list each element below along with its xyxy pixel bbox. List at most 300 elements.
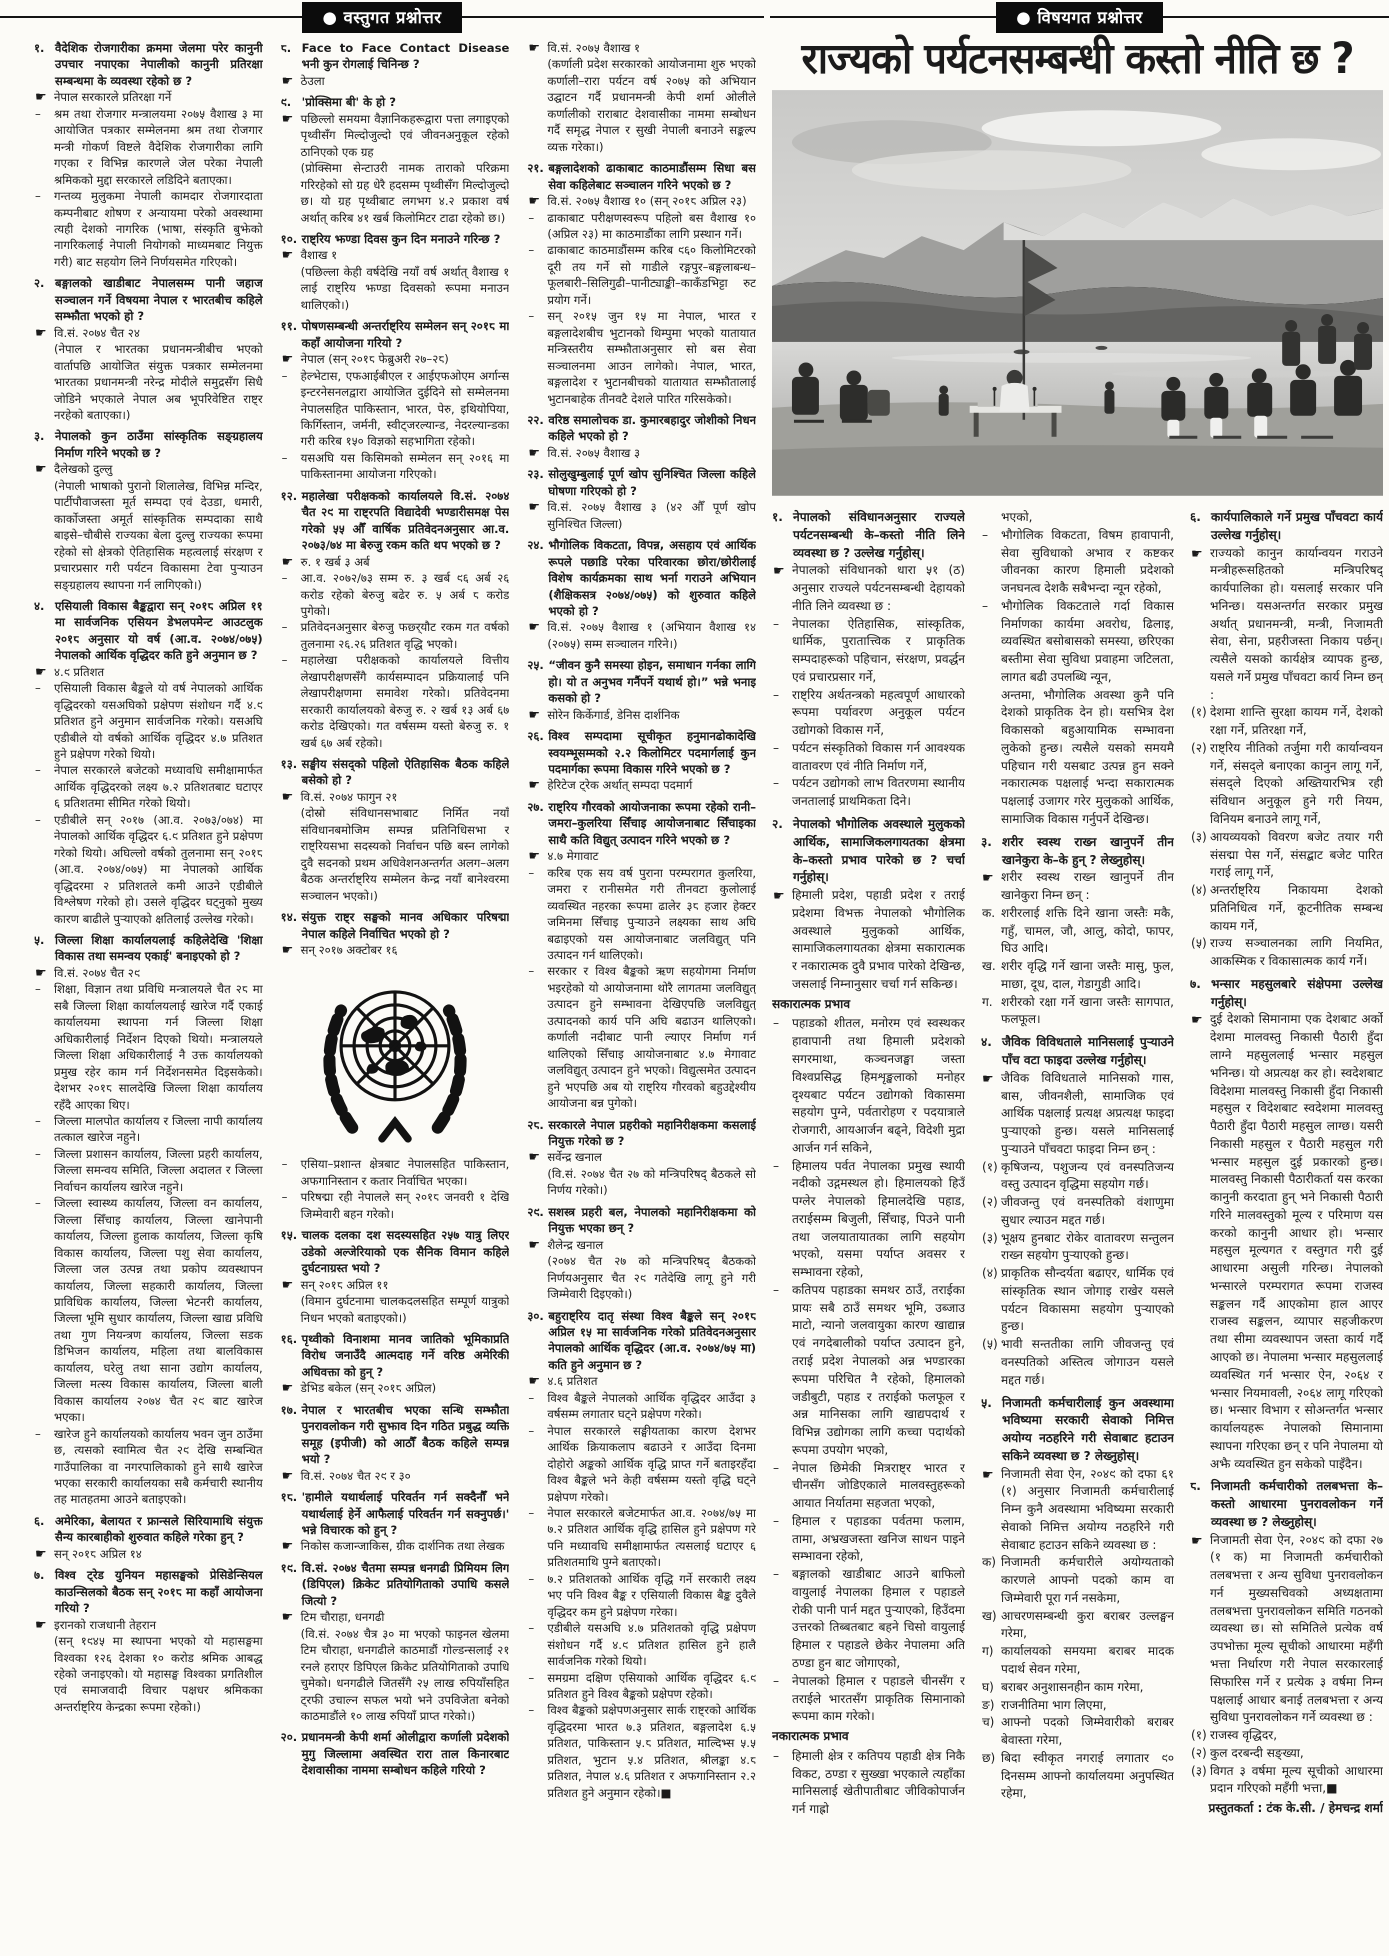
question-number: २६. bbox=[527, 729, 544, 744]
lettered-item bbox=[981, 994, 1174, 1030]
answer-line bbox=[281, 247, 510, 263]
question-text: जिल्ला शिक्षा कार्यालयलाई कहिलेदेखि 'शिक्षा विकास तथा समन्वय एकाई' बनाइएको हो ? bbox=[55, 933, 263, 964]
part-text: कतिपय पहाडका समथर ठाउँ, तराईका प्रायः सबै ठाउँ समथर भूमि, उब्जाउ माटो, न्यानो जलवायुका कारण खाद्यान्न एवं नगदेबालीको पर्याप्त उत्पादन हुने, तराई प्रदेश नेपालको अन्न भण्डारका रूपमा परिचित नै रहेको, हिमालको जडीबुटी, पहाड र तराईको फलफूल र अन्न मानिसका लागि खाद्यपदार्थ र विभिन्न उद्योगका लागि कच्चा पदार्थको रूपमा उपयोग भएको, bbox=[792, 1282, 965, 1457]
answer-line bbox=[281, 1609, 510, 1625]
bullet-item bbox=[527, 1702, 756, 1801]
question-number: ४. bbox=[981, 1035, 992, 1050]
question-text: 'प्रोक्सिमा बी' के हो ? bbox=[301, 95, 396, 110]
bullet-marker: – bbox=[528, 1390, 535, 1405]
bullet-item bbox=[981, 598, 1174, 687]
question bbox=[34, 1567, 263, 1616]
question-text: शरीर स्वस्थ राख्न खानुपर्ने तीन खानेकुरा के–के हुन् ? लेख्नुहोस्। bbox=[1002, 834, 1174, 867]
question-number: १४. bbox=[280, 910, 298, 925]
answer-pointer-icon: ☛ bbox=[1191, 1013, 1203, 1029]
part-text: नेपाल छिमेकी मित्रराष्ट्र भारत र चीनसँग जोडिएकाले मालवस्तुहरूको आयात निर्यातमा सहजता भएको, bbox=[792, 1460, 965, 1511]
united-nations-emblem-icon bbox=[302, 964, 488, 1150]
bullet-marker: (४) bbox=[982, 1266, 998, 1281]
bullet-marker: – bbox=[281, 1190, 288, 1205]
answer-line bbox=[527, 1149, 756, 1165]
question-number: ६. bbox=[1190, 510, 1201, 524]
question bbox=[34, 1513, 263, 1546]
part-text: नेपाल सरकारले बजेटमार्फत आ.व. २०७४/७५ मा ७.२ प्रतिशत आर्थिक वृद्धि हासिल हुने प्रक्षेपण गरे पनि मध्यावधि समीक्षामार्फत त्यसलाई घटाएर ६ प्रतिशतमाथि पुग्ने बताएको। bbox=[547, 1505, 757, 1570]
bullet-marker: – bbox=[528, 1505, 535, 1520]
part-text: शरीरको रक्षा गर्ने खाना जस्तैः सागपात, फलफूल। bbox=[1001, 994, 1174, 1027]
answer-line bbox=[527, 193, 756, 209]
bullet-marker: – bbox=[773, 687, 780, 702]
question-text: नेपालको कुन ठाउँमा सांस्कृतिक सङ्ग्रहालय निर्माण गरिने भएको छ ? bbox=[55, 429, 263, 460]
answer-line bbox=[1190, 1011, 1383, 1473]
bullet-item bbox=[34, 812, 263, 927]
part-text: बङ्गालको खाडीबाट आउने बाफिलो वायुलाई नेपालका हिमाल र पहाडले रोकी पानी पार्न मद्दत पुर्‍याएको, हिउँदमा उत्तरको तिब्बतबाट बहने चिसो वायुलाई हिमाल र पहाडले छेकेर नेपालमा अति ठण्डा हुन बाट जोगाएको, bbox=[792, 1567, 965, 1670]
right-columns bbox=[772, 509, 1383, 1939]
bullet-marker: (३) bbox=[1191, 829, 1207, 844]
qa-block bbox=[281, 94, 510, 226]
qa-block bbox=[527, 799, 756, 1112]
bullet-item bbox=[527, 963, 756, 1111]
question bbox=[981, 834, 1174, 870]
part-text: राजनीतिमा भाग लिएमा, bbox=[1001, 1697, 1107, 1712]
part-text: सन् २०१७ अक्टोबर १६ bbox=[300, 943, 398, 958]
bullet-marker: छ) bbox=[982, 1750, 996, 1765]
qa-block bbox=[772, 816, 965, 1819]
answer-line bbox=[34, 664, 263, 680]
answer-line bbox=[1190, 1532, 1383, 1727]
lettered-item bbox=[981, 1679, 1174, 1697]
part-text: भौगोलिक विकटता, विषम हावापानी, सेवा सुविधाको अभाव र कष्टकर जीवनका कारण हिमाली प्रदेशको जनघनत्व देशकै सबैभन्दा न्यून रहेको, bbox=[1001, 527, 1174, 596]
answer-pointer-icon: ☛ bbox=[982, 871, 994, 887]
lettered-item bbox=[981, 1554, 1174, 1607]
answer-line bbox=[281, 1277, 510, 1293]
question bbox=[281, 318, 510, 351]
part-text: यसअघि यस किसिमको सम्मेलन सन् २०१६ मा पाकिस्तानमा आयोजना गरिएको। bbox=[300, 450, 510, 482]
bullet-item bbox=[281, 652, 510, 751]
answer-pointer-icon: ☛ bbox=[1191, 546, 1203, 562]
bullet-item bbox=[772, 616, 965, 687]
question-text: पोषणसम्बन्धी अन्तर्राष्ट्रिय सम्मेलन सन् २०१८ मा कहाँ आयोजना गरियो ? bbox=[301, 319, 510, 350]
part-text: बराबर अनुशासनहीन काम गरेमा, bbox=[1001, 1679, 1144, 1694]
bullet-marker: – bbox=[35, 1426, 41, 1441]
part-text: दैलेखको दुल्लु bbox=[54, 462, 113, 477]
lettered-item bbox=[981, 1194, 1174, 1230]
part-text: (प्रोक्सिमा सेन्टाउरी नामक ताराको परिक्रमा गरिरहेको सो ग्रह धेरै हदसम्म पृथ्वीसँग मिल्दोजुल्दो छ। यो ग्रह पृथ्वीबाट लगभग ४.२ प्रकाश वर्ष अर्थात् करिब ४१ खर्ब किलोमिटर टाढा रहेको छ।) bbox=[300, 161, 510, 225]
part-text: सोरेन किर्केगार्ड, डेनिस दार्शनिक bbox=[547, 707, 680, 722]
bullet-marker: ग. bbox=[982, 994, 993, 1009]
question bbox=[527, 412, 756, 445]
question-text: चालक दलका दश सदस्यसहित २५७ यात्रु लिएर उडेको अल्जेरियाको एक सैनिक विमान कहिले दुर्घटनाग्रस्त भयो ? bbox=[301, 1228, 510, 1276]
bullet-marker: – bbox=[281, 450, 288, 465]
answer-pointer-icon: ☛ bbox=[35, 325, 47, 341]
bullet-marker: – bbox=[281, 620, 288, 635]
answer-line bbox=[527, 848, 756, 864]
question bbox=[281, 488, 510, 554]
answer-line bbox=[281, 554, 510, 570]
lettered-item bbox=[981, 1608, 1174, 1644]
part-text: जीवजन्तु एवं वनस्पतिको वंशाणुमा सुधार ल्याउन मद्दत गर्छ। bbox=[1001, 1195, 1174, 1227]
bullet-marker: – bbox=[35, 1114, 41, 1128]
bullet-marker: (३) bbox=[1191, 1763, 1207, 1778]
bullet-marker: – bbox=[982, 527, 989, 542]
question bbox=[34, 598, 263, 664]
question bbox=[981, 1034, 1174, 1070]
question-text: विश्व सम्पदामा सूचीकृत हनुमानढोकादेखि स्वयम्भूसम्मको २.२ किलोमिटर पदमार्गलाई कुन पदमार्गका रूपमा विकास गरिने भएको छ ? bbox=[548, 729, 757, 777]
question bbox=[281, 1560, 510, 1609]
part-text: कार्यालयको समयमा बराबर मादक पदार्थ सेवन गरेमा, bbox=[1001, 1644, 1174, 1676]
lettered-item bbox=[981, 1750, 1174, 1803]
bullet-marker: – bbox=[773, 616, 780, 631]
lettered-item bbox=[1190, 882, 1383, 935]
part-text: वि.सं. २०७४ चैत २४ bbox=[54, 325, 140, 340]
bullet-marker: – bbox=[982, 598, 989, 613]
qa-block bbox=[981, 1395, 1174, 1804]
question-text: Face to Face Contact Disease भनी कुन रोगलाई चिनिन्छ ? bbox=[301, 41, 510, 72]
question bbox=[772, 816, 965, 887]
question-text: नेपालको भौगोलिक अवस्थाले मुलुकको आर्थिक, सामाजिकलगायतका क्षेत्रमा के–कस्तो प्रभाव पारेको छ ? चर्चा गर्नुहोस्। bbox=[793, 817, 965, 885]
part-text: शरीर वृद्धि गर्ने खाना जस्तैः मासु, फुल, माछा, दूध, दाल, गेडागुडी आदि। bbox=[1001, 959, 1174, 991]
question bbox=[34, 275, 263, 324]
question bbox=[281, 1729, 510, 1778]
answer-line bbox=[981, 1070, 1174, 1159]
part-text: ४.७ मेगावाट bbox=[547, 849, 599, 864]
qa-block bbox=[281, 1402, 510, 1484]
question-number: १. bbox=[772, 510, 783, 524]
answer-line bbox=[34, 1617, 263, 1633]
bullet-marker: (४) bbox=[1191, 883, 1207, 898]
answer-line bbox=[527, 1237, 756, 1253]
question-number: ३. bbox=[981, 834, 992, 849]
question-text: भन्सार महसुलबारे संक्षेपमा उल्लेख गर्नुहोस्। bbox=[1211, 976, 1383, 1009]
lettered-item bbox=[981, 905, 1174, 958]
question-number: ५. bbox=[981, 1395, 992, 1410]
answer-line bbox=[527, 499, 756, 532]
answer-pointer-icon: ☛ bbox=[528, 1150, 540, 1166]
part-text: निजामती सेवा ऐन, २०४९ को दफा २७ (१ क) मा निजामती कर्मचारीको तलबभत्ता र अन्य सुविधा पुनरावलोकन गर्न मुख्यसचिवको अध्यक्षतामा तलबभत्ता पुनरावलोकन समिति गठनको व्यवस्था छ। सो समितिले प्रत्येक वर्ष उपभोक्ता मूल्य सूचीको आधारमा महँगी भत्ता निर्धारण गरी नेपाल सरकारलाई सिफारिस गर्ने र प्रत्येक ३ वर्षमा निम्न पक्षलाई आधार बनाई तलबभत्ता र अन्य सुविधा पुनरावलोकन गर्ने व्यवस्था छ : bbox=[1210, 1532, 1383, 1725]
part-text: शरीर स्वस्थ राख्न खानुपर्ने तीन खानेकुरा निम्न छन् : bbox=[1001, 870, 1174, 903]
bullet-marker: – bbox=[773, 1158, 780, 1173]
part-text: राष्ट्रिय नीतिको तर्जुमा गरी कार्यान्वयन गर्ने, संसद्ले बनाएका कानुन लागू गर्ने, संसद्ले दिएको अख्तियारभित्र रही संविधान अनुकूल हुने गरी नियम, विनियम बनाउने लागू गर्ने, bbox=[1210, 740, 1383, 827]
question-text: राष्ट्रिय गौरवको आयोजनाका रूपमा रहेको रानी–जमरा–कुलरिया सिँचाइ आयोजनाबाट सिँचाइका साथै कति विद्युत् उत्पादन गरिने भएको छ ? bbox=[548, 799, 757, 847]
answer-pointer-icon: ☛ bbox=[35, 1546, 47, 1562]
qa-block bbox=[527, 537, 756, 652]
bullet-marker: – bbox=[528, 865, 535, 880]
question bbox=[34, 40, 263, 89]
part-text: भूक्षय हुनबाट रोकेर वातावरण सन्तुलन राख्न सहयोग पुर्‍याएको हुन्छ। bbox=[1001, 1230, 1174, 1263]
question-number: ५. bbox=[34, 933, 45, 948]
part-text: वैशाख १ bbox=[300, 248, 338, 263]
answer-pointer-icon: ☛ bbox=[281, 1468, 294, 1484]
question-number: ३०. bbox=[527, 1308, 544, 1323]
question-text: सरकारले नेपाल प्रहरीको महानिरीक्षकमा कसलाई नियुक्त गरेको छ ? bbox=[548, 1117, 757, 1148]
bullet-item bbox=[281, 1189, 510, 1222]
bullet-marker: – bbox=[281, 571, 288, 586]
part-text: (वि.सं. २०७४ चैत्र ३० मा भएको फाइनल खेलमा टिम चौराहा, धनगढीले काठमाडौं गोल्डन्सलाई २१ रनले हराएर डिपिएल क्रिकेट प्रतियोगिताको उपाधि चुमेको। धनगढीले जितसँगै २५ लाख रुपियाँसहित ट्रफी उचाल्न सफल भयो भने उपविजेता बनेको काठमाडौंले १० लाख रुपियाँ प्राप्त गरेको।) bbox=[300, 1626, 510, 1723]
question-number: २. bbox=[34, 276, 45, 291]
part-text: (नेपाली भाषाको पुरानो शिलालेख, विभिन्न मन्दिर, पार्टीपौवाजस्ता मूर्त सम्पदा एवं देउडा, धमारी, कार्कोजस्ता अमूर्त सांस्कृतिक सम्पदाका साथै बाइसे–चौबीसे राज्यका बेला दुल्लु राज्यका रूपमा रहेको सो क्षेत्रको ऐतिहासिक महत्वलाई संरक्षण र प्रचारप्रसार गरी पर्यटन विकासमा टेवा पुर्‍याउन सङ्ग्रहालय स्थापना गर्न लागिएको।) bbox=[54, 478, 263, 592]
answer-pointer-icon: ☛ bbox=[35, 90, 47, 106]
bullet-item bbox=[772, 1513, 965, 1566]
bullet-marker: – bbox=[773, 776, 780, 791]
part-text: दुई देशको सिमानामा एक देशबाट अर्को देशमा मालवस्तु निकासी पैठारी हुँदा लाग्ने महसुललाई भन्सार महसुल भनिन्छ। यो अप्रत्यक्ष कर हो। स्वदेशबाट विदेशमा मालवस्तु निकासी हुँदा निकासी महसुल र विदेशबाट स्वदेशमा मालवस्तु पैठारी हुँदा पैठारी महसुल लाग्छ। यसरी निकासी महसुल र पैठारी महसुल गरी भन्सार महसुल दुई प्रकारको हुन्छ। मालवस्तु निकासी पैठारीकर्ता यस करका कानुनी करदाता हुन् भने निकासी पैठारी गरिने मालवस्तुको मूल्य र परिमाण यस करको कानुनी आधार हो। भन्सार महसुल मूल्यगत र वस्तुगत गरी दुई आधारमा असुली गरिन्छ। नेपालको भन्सारले परम्परागत रूपमा राजस्व सङ्कलन गर्दै आएकोमा हाल आएर राजस्व सङ्कलन, व्यापार सहजीकरण तथा सीमा व्यवस्थापन जस्ता कार्य गर्दै आएको छ। नेपालमा भन्सार महसुललाई व्यवस्थित गर्न भन्सार ऐन, २०६४ र भन्सार नियमावली, २०६४ लागू गरिएको छ। भन्सार विभाग र सोअन्तर्गत भन्सार कार्यालयहरू नेपालको सिमानामा स्थापना गरिएका छन् र पनि नेपालमा यो अझै व्यवस्थित हुन सकेको पाइँदैन। bbox=[1210, 1012, 1383, 1471]
answer-line bbox=[527, 619, 756, 652]
part-text: भावी सन्ततीका लागि जीवजन्तु एवं वनस्पतिको अस्तित्व जोगाउन यसले मद्दत गर्छ। bbox=[1001, 1337, 1174, 1387]
answer-line bbox=[527, 707, 756, 723]
part-text: विश्व बैङ्कको प्रक्षेपणअनुसार सार्क राष्ट्रको आर्थिक वृद्धिदरमा भारत ७.३ प्रतिशत, बङ्गलादेश ६.५ प्रतिशत, पाकिस्तान ५.८ प्रतिशत, माल्दिभ्स ५.५ प्रतिशत, भुटान ५.४ प्रतिशत, श्रीलङ्का ४.८ प्रतिशत, नेपाल ४.६ प्रतिशत र अफगानिस्तान २.२ प्रतिशत हुने अनुमान रहेको।■ bbox=[547, 1703, 757, 1800]
part-text: (कर्णाली प्रदेश सरकारको आयोजनामा शुरु भएको कर्णाली–रारा पर्यटन वर्ष २०७५ को अभियान उद्घाटन गर्दै प्रधानमन्त्री केपी शर्मा ओलीले कर्णालीको राराबाट देशवासीका नाममा सम्बोधन गर्दै समृद्ध नेपाल र सुखी नेपाली बनाउने सङ्कल्प व्यक्त गरेका।) bbox=[547, 57, 757, 154]
answer-pointer-icon: ☛ bbox=[281, 248, 294, 264]
answer-line bbox=[281, 351, 510, 367]
part-text: कृषिजन्य, पशुजन्य एवं वनस्पतिजन्य वस्तु उत्पादन वृद्धिमा सहयोग गर्छ। bbox=[1001, 1159, 1174, 1192]
question-number: २४. bbox=[527, 538, 544, 553]
part-text: प्राकृतिक सौन्दर्यता बढाएर, धार्मिक एवं सांस्कृतिक स्थान जोगाइ राखेर यसले पर्यटन विकासमा सहयोग पुर्‍याएको हुन्छ। bbox=[1001, 1266, 1174, 1334]
lettered-item bbox=[981, 958, 1174, 994]
part-text: नेपालका ऐतिहासिक, सांस्कृतिक, धार्मिक, पुरातात्त्विक र प्राकृतिक सम्पदाहरूको पहिचान, संरक्षण, प्रवर्द्धन एवं प्रचारप्रसार गर्ने, bbox=[792, 616, 965, 684]
bullet-marker: – bbox=[35, 189, 41, 204]
bullet-marker: – bbox=[773, 1513, 780, 1528]
question-text: निजामती कर्मचारीलाई कुन अवस्थामा भविष्यमा सरकारी सेवाको निमित्त अयोग्य नठहरिने गरी सेवाबाट हटाउन सकिने व्यवस्था छ ? लेख्नुहोस्। bbox=[1002, 1395, 1174, 1463]
bullet-marker: – bbox=[35, 982, 41, 997]
answer-pointer-icon: ☛ bbox=[281, 1277, 294, 1293]
part-text: पर्यटन उद्योगको लाभ वितरणमा स्थानीय जनतालाई प्राथमिकता दिने। bbox=[792, 776, 965, 809]
bullet-item bbox=[281, 450, 510, 483]
part-text: गन्तव्य मुलुकमा नेपाली कामदार रोजगारदाता कम्पनीबाट शोषण र अन्यायमा परेको अवस्थामा त्यही देशको नागरिक (भाषा, संस्कृति बुझेको नागरिकलाई नेपाली नियोगको माध्यमबाट नियुक्त गरी) बाट सहयोग लिने निर्णयसमेत गरिएको। bbox=[54, 189, 263, 269]
part-text: सरकार र विश्व बैङ्कको ऋण सहयोगमा निर्माण भइरहेको यो आयोजनामा थोरै लागतमा जलविद्युत् उत्पादन हुने सम्भावना देखिएपछि जलविद्युत् उत्पादनको कार्य पनि अघि बढाउन थालिएको। कर्णाली नदीबाट पानी ल्याएर निर्माण गर्न थालिएको सिँचाइ आयोजनाबाट ४.७ मेगावाट जलविद्युत् उत्पादन हुने भएको। विद्युत्समेत उत्पादन हुने भएपछि अब यो राष्ट्रिय गौरवको बहुउद्देश्यीय आयोजना बन्न पुगेको। bbox=[547, 964, 757, 1111]
question-text: 'हामीले यथार्थलाई परिवर्तन गर्न सक्दैनौँ भने यथार्थलाई हेर्ने आफैलाई परिवर्तन गर्न सक्नुपर्छ।' भन्ने विचारक को हुन् ? bbox=[301, 1490, 510, 1537]
note-text bbox=[527, 1166, 756, 1199]
objective-column-3 bbox=[527, 40, 756, 1950]
header-rule bbox=[0, 16, 302, 18]
answer-line bbox=[34, 1546, 263, 1562]
bullet-item bbox=[34, 106, 263, 188]
question bbox=[527, 657, 756, 706]
banner-objective-qa: ● वस्तुगत प्रश्नोत्तर bbox=[302, 2, 461, 33]
question-number: १२. bbox=[280, 488, 298, 503]
bullet-marker: (५) bbox=[1191, 936, 1207, 951]
question bbox=[527, 799, 756, 848]
bullet-item bbox=[772, 1015, 965, 1157]
bullet-marker: – bbox=[528, 210, 535, 225]
bullet-item bbox=[981, 527, 1174, 598]
question bbox=[981, 1395, 1174, 1466]
answer-pointer-icon: ☛ bbox=[528, 778, 540, 794]
bullet-marker: क. bbox=[982, 905, 996, 920]
answer-line bbox=[34, 461, 263, 477]
part-text: बिदा स्वीकृत नगराई लगातार ९० दिनसम्म आफ्नो कार्यालयमा अनुपस्थित रहेमा, bbox=[1001, 1750, 1174, 1801]
part-text: (विमान दुर्घटनामा चालकदलसहित सम्पूर्ण यात्रुको निधन भएको बताइएको।) bbox=[300, 1294, 510, 1325]
part-text: शरीरलाई शक्ति दिने खाना जस्तैः मकै, गहुँ, चामल, जौ, आलु, कोदो, फापर, घिउ आदि। bbox=[1001, 905, 1174, 956]
question-number: २८. bbox=[527, 1117, 544, 1132]
answer-pointer-icon: ☛ bbox=[281, 73, 294, 89]
bullet-item bbox=[34, 680, 263, 762]
bullet-marker: – bbox=[35, 106, 41, 121]
bullet-item bbox=[281, 619, 510, 652]
lettered-item bbox=[981, 1697, 1174, 1715]
qa-block bbox=[527, 160, 756, 407]
bullet-marker: – bbox=[528, 964, 535, 979]
note-text bbox=[34, 478, 263, 593]
part-text: विगत ३ वर्षमा मूल्य सूचीको आधारमा प्रदान गरिएको महँगी भत्ता,■ bbox=[1210, 1763, 1383, 1796]
question bbox=[527, 1308, 756, 1374]
bullet-marker: – bbox=[281, 1157, 288, 1172]
answer-pointer-icon: ☛ bbox=[528, 1237, 540, 1253]
bullet-item bbox=[281, 570, 510, 619]
part-text: करिब एक सय वर्ष पुराना परम्परागत कुलरिया, जमरा र रानीसमेत गरी तीनवटा कुलोलाई व्यवस्थित नहरका रूपमा ढालेर ३८ हजार हेक्टर जमिनमा सिँचाइ पुर्‍याउने लक्ष्यका साथ अघि बढाइएको यस आयोजनाबाट जलविद्युत् पनि उत्पादन गर्न थालिएको। bbox=[547, 865, 757, 963]
qa-block bbox=[281, 1331, 510, 1397]
note-text bbox=[281, 160, 510, 226]
qa-block bbox=[527, 1117, 756, 1199]
part-text: श्रम तथा रोजगार मन्त्रालयमा २०७५ वैशाख ३ मा आयोजित पत्रकार सम्मेलनमा श्रम तथा रोजगार मन्त्री गोकर्ण विष्टले वैदेशिक रोजगारीका लागि गएका र विभिन्न कारणले जेल परेका नेपाली श्रमिकको मुद्दा सरकारले लडिदिने बताएका। bbox=[54, 106, 263, 187]
bullet-marker: – bbox=[281, 653, 288, 668]
bullet-marker: (१) bbox=[1191, 1728, 1207, 1743]
answer-pointer-icon: ☛ bbox=[1191, 1533, 1203, 1549]
question bbox=[772, 509, 965, 562]
lettered-item bbox=[1190, 1763, 1383, 1799]
answer-pointer-icon: ☛ bbox=[982, 1467, 994, 1483]
question-number: १७. bbox=[280, 1402, 298, 1417]
answer-pointer-icon: ☛ bbox=[773, 564, 785, 580]
qa-block bbox=[981, 834, 1174, 1029]
question-text: सङ्घीय संसद्को पहिलो ऐतिहासिक बैठक कहिले बसेको हो ? bbox=[301, 757, 510, 788]
bullet-item bbox=[527, 242, 756, 308]
note-text bbox=[281, 264, 510, 313]
question-number: ११. bbox=[280, 319, 298, 334]
question-text: कार्यपालिकाले गर्ने प्रमुख पाँचवटा कार्य उल्लेख गर्नुहोस्। bbox=[1211, 510, 1383, 542]
qa-block bbox=[34, 598, 263, 927]
answer-pointer-icon: ☛ bbox=[528, 707, 540, 723]
part-text: शिक्षा, विज्ञान तथा प्रविधि मन्त्रालयले चैत २८ मा सबै जिल्ला शिक्षा कार्यालयलाई खारेज गर्दै एकाई कार्यालयमा स्थापना गर्न जिल्ला शिक्षा अधिकारीलाई निर्देशन दिएको थियो। मन्त्रालयले जिल्ला शिक्षा अधिकारीलाई नै उक्त कार्यालयको प्रमुख रहेर काम गर्न निर्देशनसमेत दिइसकेको। देशभर २०१८ सालदेखि जिल्ला शिक्षा कार्यालय रहँदै आएका थिए। bbox=[54, 982, 263, 1112]
note-text bbox=[34, 1633, 263, 1715]
answer-pointer-icon: ☛ bbox=[281, 789, 294, 805]
objective-column-2 bbox=[281, 40, 510, 1950]
part-text: वि.सं. २०७५ वैशाख १० (सन् २०१८ अप्रिल २३) bbox=[547, 194, 747, 209]
question bbox=[281, 909, 510, 942]
part-text: हेल्भेटास, एफआईबीएल र आईएफओएम अर्गान्स इन्टरनेसनलद्वारा आयोजित दुईदिने सो सम्मेलनमा नेपालसहित पाकिस्तान, भारत, पेरु, इथियोपिया, किर्गिस्तान, जर्मनी, स्वीट्जरल्यान्ड, नेदरल्यान्डका गरी करिब १५० विज्ञको सहभागिता रहेको। bbox=[300, 368, 510, 449]
part-text: सन् २०१८ अप्रिल १४ bbox=[54, 1546, 142, 1561]
part-text: आ.व. २०७२/७३ सम्म रु. ३ खर्ब ९६ अर्ब २६ करोड रहेको बेरुजु बढेर रु. ५ अर्ब ८ करोड पुगेको। bbox=[300, 571, 510, 618]
part-text: वि.सं. २०७४ चैत २९ bbox=[54, 965, 140, 980]
note-text bbox=[281, 805, 510, 904]
bullet-item bbox=[281, 1156, 510, 1189]
part-text: नेपाल (सन् २०१८ फेब्रुअरी २७–२८) bbox=[300, 352, 449, 367]
answer-pointer-icon: ☛ bbox=[528, 41, 540, 56]
part-text: पर्यटन संस्कृतिको विकास गर्न आवश्यक वातावरण एवं नीति निर्माण गर्ने, bbox=[792, 740, 965, 773]
part-text: शैलेन्द्र खनाल bbox=[547, 1237, 604, 1252]
un-logo bbox=[281, 964, 510, 1150]
bullet-marker: (१) bbox=[1191, 705, 1207, 720]
bullet-item bbox=[34, 1195, 263, 1425]
part-text: वि.सं. २०७४ फागुन २१ bbox=[300, 789, 398, 804]
part-text: राष्ट्रिय अर्थतन्त्रको महत्वपूर्ण आधारको रूपमा पर्यावरण अनुकूल पर्यटन उद्योगको विकास गर्ने, bbox=[792, 687, 965, 738]
question bbox=[527, 728, 756, 777]
part-text: वि.सं. २०७४ चैत २९ र ३० bbox=[300, 1468, 411, 1483]
qa-block bbox=[1190, 509, 1383, 971]
part-text: रु. १ खर्ब ३ अर्ब bbox=[300, 554, 370, 569]
part-text: ढाकाबाट परीक्षणस्वरूप पहिलो बस वैशाख १० (अप्रिल २३) मा काठमाडौंका लागि प्रस्थान गर्ने। bbox=[547, 210, 757, 241]
bullet-item bbox=[527, 1670, 756, 1703]
bullet-marker: – bbox=[528, 1703, 535, 1718]
part-text: सर्वेन्द्र खनाल bbox=[547, 1150, 602, 1165]
question bbox=[281, 1489, 510, 1538]
bullet-item bbox=[772, 1673, 965, 1726]
qa-block bbox=[1190, 976, 1383, 1473]
question bbox=[527, 1117, 756, 1150]
qa-block bbox=[527, 657, 756, 723]
qa-block bbox=[281, 40, 510, 89]
bullet-marker: (२) bbox=[982, 1195, 998, 1210]
bullet-marker: – bbox=[35, 763, 41, 778]
bullet-marker: (३) bbox=[982, 1230, 998, 1245]
subjective-column-2 bbox=[981, 509, 1174, 1939]
question-text: महालेखा परीक्षकको कार्यालयले वि.सं. २०७४ चैत २९ मा राष्ट्रपति विद्यादेवी भण्डारीसमक्ष पेस गरेको ५५ औँ वार्षिक प्रतिवेदनअनुसार आ.व. २०७३/७४ मा बेरुजु रकम कति थप भएको छ ? bbox=[301, 488, 510, 553]
question-number: ७. bbox=[1190, 976, 1201, 991]
question-text: बङ्गालको खाडीबाट नेपालसम्म पानी जहाज सञ्चालन गर्ने विषयमा नेपाल र भारतबीच कहिले सम्झौता भएको हो ? bbox=[55, 276, 263, 324]
subjective-column-3 bbox=[1190, 509, 1383, 1939]
question-text: बहुराष्ट्रिय दातृ संस्था विश्व बैङ्कले सन् २०१८ अप्रिल १५ मा सार्वजनिक गरेको प्रतिवेदनअनुसार नेपालको आर्थिक वृद्धिदर (आ.व. २०७४/७५ मा) कति हुने अनुमान छ ? bbox=[548, 1308, 757, 1372]
section-subhead: सकारात्मक प्रभाव bbox=[772, 996, 851, 1011]
qa-block bbox=[281, 1227, 510, 1326]
bullet-item bbox=[527, 1390, 756, 1423]
lettered-item bbox=[1190, 740, 1383, 829]
part-text: हिमालय पर्वत नेपालका प्रमुख स्थायी नदीको उद्गमस्थल हो। हिमालयको हिउँ पग्लेर नेपालको हिमालदेखि पहाड, तराईसम्म बिजुली, सिँचाइ, पिउने पानी तथा जलयातायातका लागि सहयोग भएको, यसमा पर्याप्त अवसर र सम्भावना रहेको, bbox=[792, 1158, 965, 1280]
header-rule bbox=[770, 16, 996, 18]
question-text: सशस्त्र प्रहरी बल, नेपालको महानिरीक्षकमा को नियुक्त भएका छन् ? bbox=[548, 1204, 757, 1236]
part-text: निकोस कजान्जाकिस, ग्रीक दार्शनिक तथा लेखक bbox=[300, 1539, 505, 1554]
part-text: पहाडको शीतल, मनोरम एवं स्वस्थकर हावापानी तथा हिमाली प्रदेशको सगरमाथा, कञ्चनजङ्घा जस्ता विश्वप्रसिद्ध हिमशृङ्खलाको मनोहर दृश्यबाट पर्यटन उद्योगको विकासमा सहयोग पुग्ने, पर्वतारोहण र पदयात्राले रोजगारी, आयआर्जन बढ्ने, विदेशी मुद्रा आर्जन गर्न सकिने, bbox=[792, 1016, 965, 1155]
qa-block bbox=[981, 509, 1174, 829]
question-number: २३. bbox=[527, 467, 544, 482]
part-text: ४.६ प्रतिशत bbox=[547, 1374, 598, 1389]
answer-pointer-icon: ☛ bbox=[281, 1381, 294, 1397]
bullet-marker: – bbox=[281, 368, 288, 383]
question-text: पृथ्वीको विनाशमा मानव जातिको भूमिकाप्रति विरोध जनाउँदै आत्मदाह गर्ने वरिष्ठ अमेरिकी अधिवक्ता को हुन् ? bbox=[301, 1332, 510, 1379]
answer-pointer-icon: ☛ bbox=[528, 194, 540, 210]
question-number: १०. bbox=[280, 231, 298, 246]
note-text bbox=[281, 1626, 510, 1725]
question-number: २७. bbox=[527, 799, 544, 814]
part-text: देशमा शान्ति सुरक्षा कायम गर्ने, देशको रक्षा गर्ने, प्रतिरक्षा गर्ने, bbox=[1210, 705, 1383, 738]
header-rule bbox=[1163, 16, 1389, 18]
part-text: हिमाल र पहाडका पर्वतमा फलाम, तामा, अभ्रखजस्ता खनिज साधन पाइने सम्भावना रहेको, bbox=[792, 1513, 965, 1564]
bullet-marker: – bbox=[528, 309, 535, 324]
bullet-marker: – bbox=[773, 1016, 780, 1031]
part-text: डेभिड बकेल (सन् २०१८ अप्रिल) bbox=[300, 1381, 437, 1396]
question bbox=[527, 160, 756, 193]
question bbox=[281, 40, 510, 73]
bullet-marker: (१) bbox=[982, 1159, 998, 1174]
answer-line bbox=[981, 1466, 1174, 1555]
bullet-item bbox=[772, 1566, 965, 1673]
answer-line bbox=[281, 1380, 510, 1396]
question-text: वैदेशिक रोजगारीका क्रममा जेलमा परेर कानुनी उपचार नपाएका नेपालीको कानुनी प्रतिरक्षा सम्बन्धमा के व्यवस्था रहेको छ ? bbox=[55, 41, 263, 88]
part-text: खारेज हुने कार्यालयको कार्यालय भवन जुन ठाउँमा छ, त्यसको स्वामित्व चैत २९ देखि सम्बन्धित गाउँपालिका वा नगरपालिकाको हुने साथै खारेज भएका सरकारी कार्यालयका सबै कर्मचारी स्थानीय तह मातहतमा आउने बताइएको। bbox=[54, 1426, 263, 1507]
part-text: कुल दरबन्दी सङ्ख्या, bbox=[1210, 1745, 1304, 1760]
question-text: प्रधानमन्त्री केपी शर्मा ओलीद्वारा कर्णाली प्रदेशको मुगु जिल्लामा अवस्थित रारा ताल किनारबाट देशवासीका नाममा सम्बोधन कहिले गरियो ? bbox=[301, 1730, 510, 1778]
bullet-item bbox=[34, 762, 263, 811]
question bbox=[34, 932, 263, 965]
question bbox=[281, 756, 510, 789]
bullet-marker: (२) bbox=[1191, 1745, 1207, 1760]
banner-subjective-qa: ● विषयगत प्रश्नोत्तर bbox=[996, 2, 1163, 33]
bullet-marker: – bbox=[773, 1673, 780, 1688]
lettered-item bbox=[981, 1230, 1174, 1266]
bullet-marker: – bbox=[528, 1670, 535, 1685]
question-number: ८. bbox=[1190, 1479, 1201, 1494]
answer-pointer-icon: ☛ bbox=[281, 554, 294, 570]
bullet-marker: घ) bbox=[982, 1679, 994, 1694]
bullet-marker: क) bbox=[982, 1555, 997, 1570]
lettered-item bbox=[981, 1643, 1174, 1679]
qa-block bbox=[281, 1489, 510, 1555]
part-text: सन् २०१५ जुन १५ मा नेपाल, भारत र बङ्गलादेशबीच भुटानको थिम्पुमा भएको यातायात मन्त्रिस्तरीय सम्झौताअनुसार सो बस सेवा सञ्चालनमा आउन लागेको। नेपाल, भारत, बङ्गलादेश र भुटानबीचको यातायात सम्झौतालाई भुटानबाहेक तीनवटै देशले पारित गरिसकेको। bbox=[547, 309, 757, 406]
part-text: निजामती सेवा ऐन, २०४९ को दफा ६१ (१) अनुसार निजामती कर्मचारीलाई निम्न कुनै अवस्थामा भविष्यमा सरकारी सेवाको निमित्त अयोग्य नठहरिने गरी सेवाबाट हटाउन सकिने व्यवस्था छ : bbox=[1001, 1466, 1174, 1552]
